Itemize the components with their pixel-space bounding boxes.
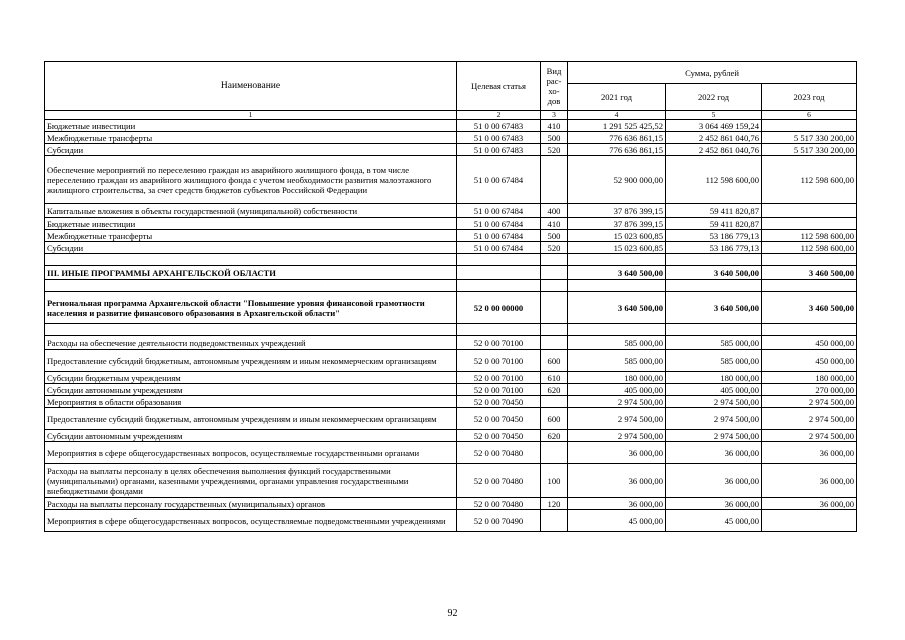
row-expense-kind: 600 [541,350,568,372]
row-sum-2023: 112 598 600,00 [762,242,857,254]
row-sum-2022: 405 000,00 [666,384,762,396]
row-sum-2022: 53 186 779,13 [666,230,762,242]
row-sum-2022: 36 000,00 [666,464,762,498]
row-target-article: 51 0 00 67484 [457,230,541,242]
row-expense-kind [541,336,568,350]
row-sum-2021: 1 291 525 425,52 [568,120,666,132]
table-row [45,384,857,396]
row-sum-2021 [568,254,666,266]
row-sum-2022: 585 000,00 [666,336,762,350]
row-sum-2021: 776 636 861,15 [568,144,666,156]
row-sum-2022: 59 411 820,87 [666,218,762,230]
row-sum-2022: 3 640 500,00 [666,266,762,280]
row-name: Предоставление субсидий бюджетным, автономным учреждениям и иным некоммерческим организациям [45,350,457,372]
row-sum-2021: 36 000,00 [568,442,666,464]
table-row [45,336,857,350]
header-sum: Сумма, рублей [568,62,857,84]
row-sum-2023: 36 000,00 [762,464,857,498]
table-row [45,218,857,230]
row-name: Межбюджетные трансферты [45,132,457,144]
table-row [45,510,857,532]
table-row [45,242,857,254]
table-row [45,350,857,372]
row-sum-2023: 450 000,00 [762,336,857,350]
row-sum-2023: 180 000,00 [762,372,857,384]
row-sum-2021: 776 636 861,15 [568,132,666,144]
row-sum-2023: 2 974 500,00 [762,408,857,430]
table-row [45,292,857,324]
row-target-article: 52 0 00 70100 [457,372,541,384]
row-name: Капитальные вложения в объекты государственной (муниципальной) собственности [45,204,457,218]
row-expense-kind: 500 [541,230,568,242]
table-row [45,156,857,204]
column-number-3: 3 [541,111,568,120]
table-row [45,230,857,242]
row-sum-2022: 2 452 861 040,76 [666,144,762,156]
row-target-article: 52 0 00 70450 [457,396,541,408]
row-sum-2021: 585 000,00 [568,336,666,350]
row-expense-kind [541,396,568,408]
row-name: Бюджетные инвестиции [45,218,457,230]
row-sum-2021: 36 000,00 [568,464,666,498]
row-sum-2023 [762,120,857,132]
row-target-article: 51 0 00 67484 [457,156,541,204]
row-expense-kind: 410 [541,120,568,132]
row-target-article: 52 0 00 70450 [457,430,541,442]
row-sum-2021: 45 000,00 [568,510,666,532]
row-expense-kind: 520 [541,242,568,254]
table-row [45,430,857,442]
row-target-article: 51 0 00 67484 [457,204,541,218]
row-expense-kind: 400 [541,204,568,218]
row-target-article [457,266,541,280]
budget-table [44,61,857,532]
row-expense-kind [541,266,568,280]
row-target-article: 52 0 00 70480 [457,498,541,510]
row-sum-2022: 2 974 500,00 [666,430,762,442]
row-expense-kind: 610 [541,372,568,384]
table-row [45,372,857,384]
row-name: Мероприятия в области образования [45,396,457,408]
row-expense-kind: 600 [541,408,568,430]
row-sum-2022: 112 598 600,00 [666,156,762,204]
table-row [45,498,857,510]
row-target-article: 52 0 00 70100 [457,350,541,372]
row-sum-2022: 59 411 820,87 [666,204,762,218]
row-sum-2021 [568,280,666,292]
row-sum-2021: 15 023 600,85 [568,242,666,254]
row-sum-2021: 52 900 000,00 [568,156,666,204]
row-expense-kind [541,324,568,336]
row-sum-2023: 450 000,00 [762,350,857,372]
row-target-article: 52 0 00 70490 [457,510,541,532]
row-sum-2023: 2 974 500,00 [762,396,857,408]
table-row [45,324,857,336]
row-expense-kind: 120 [541,498,568,510]
header-expense-kind: Вид рас- хо- дов [541,62,568,111]
row-sum-2023: 2 974 500,00 [762,430,857,442]
column-number-1: 1 [45,111,457,120]
page-number: 92 [447,608,458,619]
row-sum-2023: 3 460 500,00 [762,292,857,324]
row-name: Мероприятия в сфере общегосударственных вопросов, осуществляемые государственными органами [45,442,457,464]
row-sum-2021: 2 974 500,00 [568,430,666,442]
row-target-article [457,324,541,336]
row-name [45,324,457,336]
row-sum-2022: 3 640 500,00 [666,292,762,324]
row-expense-kind [541,156,568,204]
row-sum-2023: 112 598 600,00 [762,156,857,204]
row-name: Межбюджетные трансферты [45,230,457,242]
row-target-article: 51 0 00 67484 [457,242,541,254]
row-sum-2021: 3 640 500,00 [568,292,666,324]
table-row [45,266,857,280]
row-sum-2023 [762,280,857,292]
row-target-article [457,254,541,266]
row-target-article: 51 0 00 67484 [457,218,541,230]
row-expense-kind: 500 [541,132,568,144]
row-sum-2021 [568,324,666,336]
row-target-article: 52 0 00 00000 [457,292,541,324]
table-row [45,396,857,408]
row-name [45,280,457,292]
row-sum-2021: 585 000,00 [568,350,666,372]
table-row [45,464,857,498]
row-sum-2022: 2 974 500,00 [666,408,762,430]
row-sum-2022: 36 000,00 [666,498,762,510]
row-sum-2021: 15 023 600,85 [568,230,666,242]
row-name: Субсидии [45,242,457,254]
row-sum-2022: 2 974 500,00 [666,396,762,408]
row-name: Расходы на обеспечение деятельности подведомственных учреждений [45,336,457,350]
row-sum-2021: 180 000,00 [568,372,666,384]
row-sum-2023 [762,204,857,218]
row-name: Предоставление субсидий бюджетным, автономным учреждениям и иным некоммерческим организациям [45,408,457,430]
row-expense-kind [541,510,568,532]
row-sum-2023: 36 000,00 [762,442,857,464]
table-row [45,204,857,218]
row-name: Субсидии автономным учреждениям [45,430,457,442]
row-sum-2023: 36 000,00 [762,498,857,510]
row-expense-kind [541,292,568,324]
row-name: Субсидии бюджетным учреждениям [45,372,457,384]
row-sum-2023 [762,324,857,336]
row-sum-2021: 36 000,00 [568,498,666,510]
row-expense-kind [541,254,568,266]
row-sum-2022: 585 000,00 [666,350,762,372]
row-sum-2022: 36 000,00 [666,442,762,464]
row-name: Бюджетные инвестиции [45,120,457,132]
row-sum-2022: 180 000,00 [666,372,762,384]
row-name: Субсидии [45,144,457,156]
column-number-4: 4 [568,111,666,120]
table-row [45,442,857,464]
budget-table-page [44,61,856,532]
column-number-6: 6 [762,111,857,120]
row-target-article: 52 0 00 70100 [457,384,541,396]
row-target-article: 52 0 00 70480 [457,442,541,464]
header-year-2022: 2022 год [666,84,762,111]
row-name: Мероприятия в сфере общегосударственных вопросов, осуществляемые подведомственными учреждениями [45,510,457,532]
row-sum-2023 [762,254,857,266]
row-sum-2022 [666,280,762,292]
table-row [45,280,857,292]
row-sum-2023 [762,218,857,230]
row-sum-2023: 270 000,00 [762,384,857,396]
row-sum-2023: 3 460 500,00 [762,266,857,280]
row-sum-2022 [666,324,762,336]
header-name: Наименование [45,62,457,111]
row-sum-2022: 3 064 469 159,24 [666,120,762,132]
header-target-article: Целевая статья [457,62,541,111]
row-target-article: 51 0 00 67483 [457,132,541,144]
row-sum-2021: 2 974 500,00 [568,408,666,430]
row-expense-kind: 620 [541,384,568,396]
row-expense-kind [541,442,568,464]
row-expense-kind [541,280,568,292]
row-sum-2021: 37 876 399,15 [568,218,666,230]
row-target-article: 52 0 00 70450 [457,408,541,430]
row-expense-kind: 100 [541,464,568,498]
row-name: III. ИНЫЕ ПРОГРАММЫ АРХАНГЕЛЬСКОЙ ОБЛАСТИ [45,266,457,280]
header-year-2023: 2023 год [762,84,857,111]
row-sum-2022: 53 186 779,13 [666,242,762,254]
row-sum-2021: 405 000,00 [568,384,666,396]
row-sum-2022: 45 000,00 [666,510,762,532]
table-row [45,408,857,430]
table-row [45,254,857,266]
header-year-2021: 2021 год [568,84,666,111]
row-sum-2021: 37 876 399,15 [568,204,666,218]
row-target-article: 51 0 00 67483 [457,120,541,132]
row-name [45,254,457,266]
row-expense-kind: 520 [541,144,568,156]
row-sum-2021: 2 974 500,00 [568,396,666,408]
row-target-article: 51 0 00 67483 [457,144,541,156]
row-name: Региональная программа Архангельской области "Повышение уровня финансовой грамотности населения и развитие финансового образования в Архангельской области" [45,292,457,324]
row-target-article [457,280,541,292]
row-expense-kind: 620 [541,430,568,442]
row-sum-2023: 112 598 600,00 [762,230,857,242]
row-name: Обеспечение мероприятий по переселению граждан из аварийного жилищного фонда, в том числе переселению граждан из аварийного жилищного фонда с учетом необходимости развития малоэтажного жилищного строительства, за счет средств бюджетов субъектов Российской Федерации [45,156,457,204]
table-row [45,132,857,144]
row-sum-2022 [666,254,762,266]
row-sum-2023 [762,510,857,532]
table-body [45,120,857,532]
row-sum-2021: 3 640 500,00 [568,266,666,280]
table-row [45,144,857,156]
row-expense-kind: 410 [541,218,568,230]
row-name: Расходы на выплаты персоналу государственных (муниципальных) органов [45,498,457,510]
row-name: Субсидии автономным учреждениям [45,384,457,396]
row-sum-2022: 2 452 861 040,76 [666,132,762,144]
row-target-article: 52 0 00 70100 [457,336,541,350]
row-sum-2023: 5 517 330 200,00 [762,144,857,156]
row-name: Расходы на выплаты персоналу в целях обеспечения выполнения функций государственными (муниципальными) органами, казенными учреждениями, органами управления государственными внебюджетными фондами [45,464,457,498]
column-number-2: 2 [457,111,541,120]
row-target-article: 52 0 00 70480 [457,464,541,498]
table-row [45,120,857,132]
row-sum-2023: 5 517 330 200,00 [762,132,857,144]
column-number-5: 5 [666,111,762,120]
